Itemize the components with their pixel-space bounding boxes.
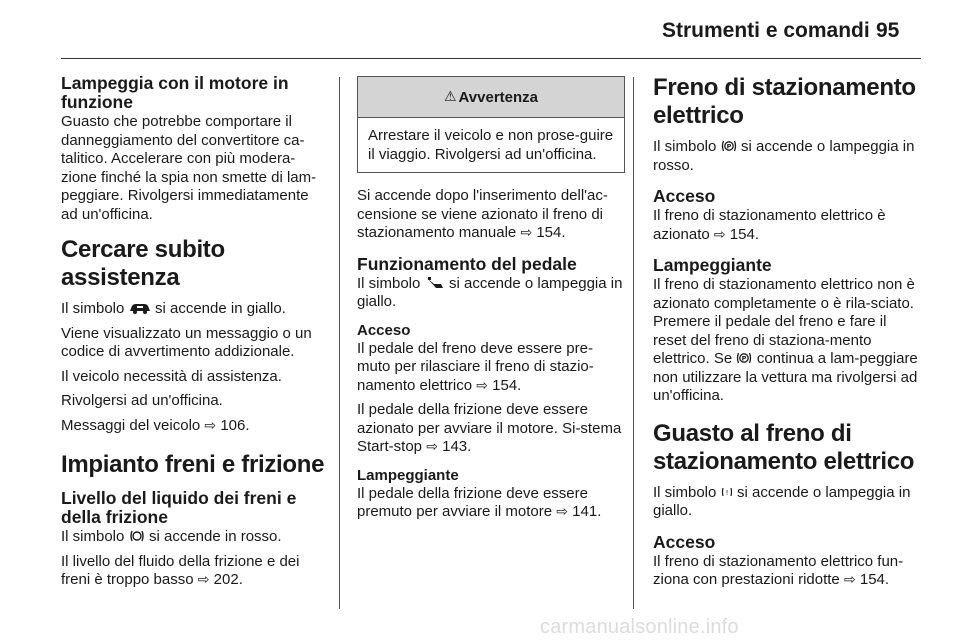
section-heading: Guasto al freno di stazionamento elettrico [653,419,915,475]
page-reference-icon: ⇨ [556,504,568,520]
paragraph: Il freno di stazionamento elettrico è azionato ⇨ 154. [653,207,886,243]
page-reference[interactable]: 154. [729,225,759,243]
parking-brake-icon [736,351,756,367]
page-reference[interactable]: 143. [442,438,472,455]
section-heading: Funzionamento del pedale [357,253,577,274]
page-reference[interactable]: 141. [572,503,602,520]
paragraph: Il veicolo necessità di assistenza. [61,367,282,385]
warning-header [358,77,624,118]
paragraph: Il simbolo si accende in rosso. [61,528,282,545]
paragraph: Il freno di stazionamento elettrico fun-ziona con prestazioni ridotte ⇨ 154. [653,552,904,588]
subsection-heading: Acceso [653,186,716,206]
brake-fault-icon [721,485,737,501]
page-header [0,0,960,62]
page-title: Strumenti e comandi [662,19,870,42]
subsection-heading: Lampeggiante [357,466,459,484]
page-reference-icon: ⇨ [713,226,726,243]
svg-text:!: ! [725,488,728,497]
column-2 [357,74,625,528]
paragraph: Il simbolo si accende o lampeggia in giallo. [357,274,623,310]
page-reference-icon: ⇨ [204,417,217,434]
section-heading: Lampeggia con il motore in funzione [61,73,289,112]
paragraph: Viene visualizzato un messaggio o un codice di avvertimento addizionale. [61,324,312,360]
page-reference-icon: ⇨ [520,225,533,241]
paragraph: Il pedale del freno deve essere pre-muto per rilasciare il freno di stazio-namento elettrico ⇨ 154. [357,339,594,394]
paragraph: Rivolgersi ad un'officina. [61,392,223,409]
pedal-icon [425,276,449,292]
warning-text: Arrestare il veicolo e non prose-guire il viaggio. Rivolgersi ad un'officina. [368,127,614,163]
paragraph: Si accende dopo l'inserimento dell'ac-censione se viene azionato il freno di stazionamento manuale ⇨ 154. [357,187,608,241]
svg-text:P: P [742,354,747,363]
page-reference[interactable]: 154. [859,571,890,588]
page-reference-icon: ⇨ [197,572,210,588]
section-heading: Cercare subito assistenza [61,236,225,291]
column-divider [339,77,340,609]
page-reference-icon: ⇨ [843,572,856,588]
paragraph: Il livello del fluido della frizione e dei freni è troppo basso ⇨ 202. [61,552,300,588]
subsection-heading: Acceso [357,321,411,339]
column-3 [653,74,921,596]
paragraph: Il freno di stazionamento elettrico non è azionato completamente o è rila-sciato. Premere il pedale del freno e fare il reset del freno di staziona-mento elettrico. Se P continua a lam-peggiare non utilizzare la vettura ma rivolgersi ad un'officina. [653,276,918,404]
paragraph: Messaggi del veicolo ⇨ 106. [61,416,250,434]
car-wrench-icon [129,301,155,317]
column-divider [633,77,634,609]
page-number: 95 [876,19,900,42]
paragraph: Il simbolo si accende in giallo. [61,300,286,317]
subsection-heading: Lampeggiante [653,255,772,275]
svg-text:P: P [726,142,731,151]
section-heading: Impianto freni e frizione [61,451,325,478]
brake-fluid-icon [129,529,149,545]
parking-brake-icon [721,139,741,155]
column-1 [61,74,329,596]
page-reference[interactable]: 154. [536,224,566,241]
paragraph: Guasto che potrebbe comportare il danneggiamento del convertitore ca-talitico. Accelerare con più modera-zione finché la spia non smette di lam-peggiare. Rivolgersi immediatamente ad un'officina. [61,113,317,223]
header-divider [61,58,921,59]
paragraph: Il pedale della frizione deve essere azionato per avviare il motore. Si-stema Start-stop ⇨ 143. [357,401,622,455]
paragraph: Il simbolo P si accende o lampeggia in rosso. [653,138,915,174]
page-reference-icon: ⇨ [476,377,488,394]
warning-box [357,76,625,173]
subsection-heading: Acceso [653,531,716,552]
warning-title: Avvertenza [458,88,539,106]
subsection-heading: Livello del liquido dei freni e della frizione [61,488,297,527]
paragraph: Il pedale della frizione deve essere premuto per avviare il motore ⇨ 141. [357,484,602,520]
page-reference[interactable]: 106. [220,416,250,434]
page-reference[interactable]: 202. [213,571,243,588]
warning-icon: ⚠ [443,89,457,105]
paragraph: Il simbolo ! si accende o lampeggia in giallo. [653,483,911,519]
page-reference[interactable]: 154. [492,376,522,394]
section-heading: Freno di stazionamento elettrico [653,74,916,129]
watermark: carmanualsonline.info [540,616,739,638]
page-reference-icon: ⇨ [426,439,438,455]
